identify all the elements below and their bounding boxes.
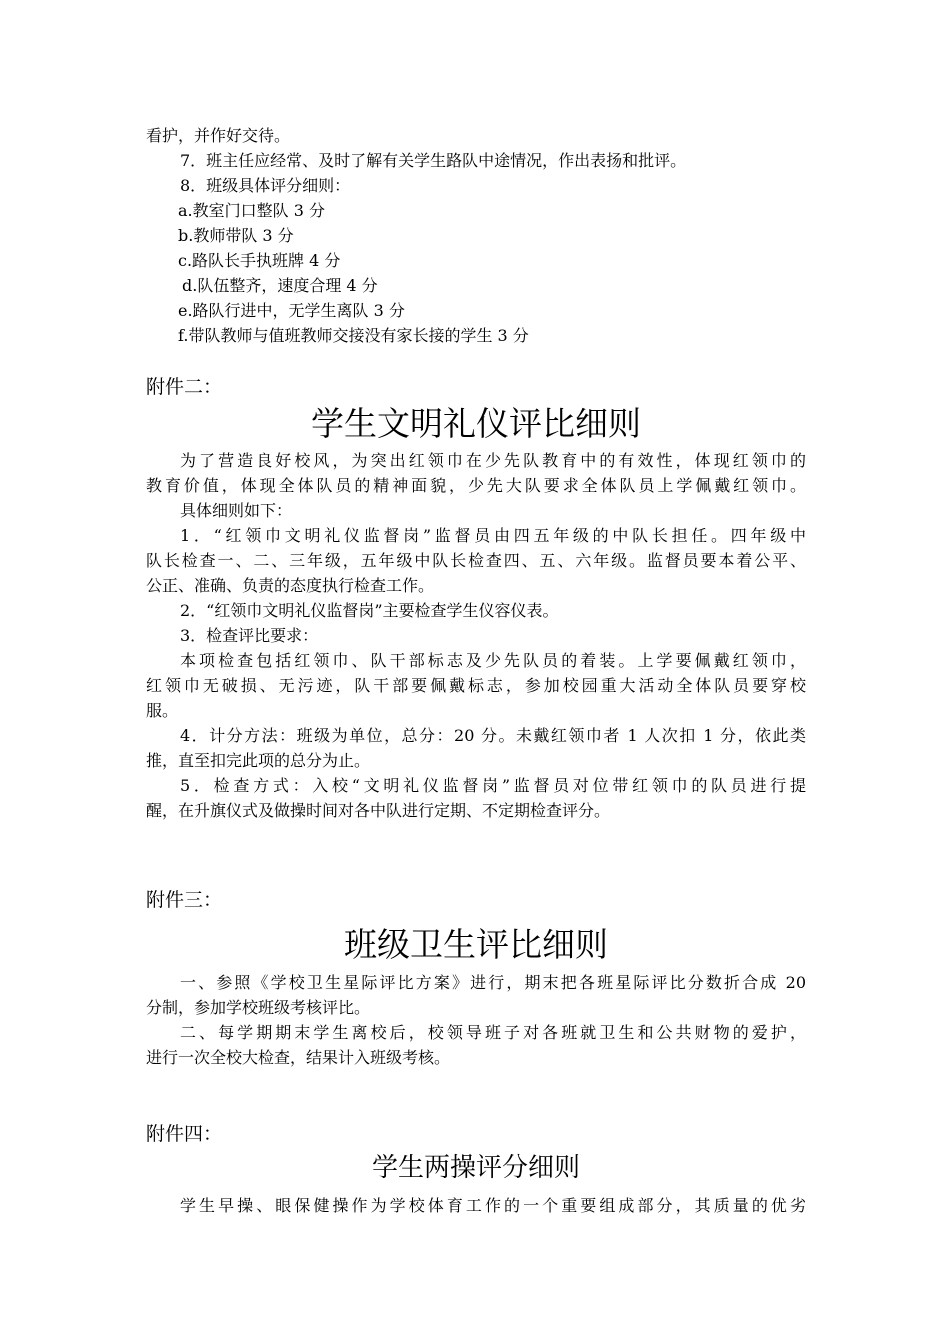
attachment-3-title: 班级卫生评比细则	[344, 925, 608, 964]
text-line: 7．班主任应经常、及时了解有关学生路队中途情况，作出表扬和批评。	[180, 151, 687, 170]
paragraph-line: 1．“红领巾文明礼仪监督岗”监督员由四五年级的中队长担任。四年级中	[180, 526, 806, 545]
paragraph-line: 分制，参加学校班级考核评比。	[146, 998, 371, 1017]
paragraph-line: 5．检查方式：入校“文明礼仪监督岗”监督员对位带红领巾的队员进行提	[180, 776, 806, 795]
paragraph-line: 为了营造良好校风，为突出红领巾在少先队教育中的有效性，体现红领巾的	[180, 451, 806, 470]
paragraph-line: 红领巾无破损、无污迹，队干部要佩戴标志，参加校园重大活动全体队员要穿校	[146, 676, 806, 695]
paragraph-line: 醒，在升旗仪式及做操时间对各中队进行定期、不定期检查评分。	[146, 801, 611, 820]
text-line: 8．班级具体评分细则：	[180, 176, 351, 195]
score-item: a.教室门口整队 3 分	[178, 201, 325, 220]
text-line: 看护，并作好交待。	[146, 126, 291, 145]
attachment-4-title: 学生两操评分细则	[371, 1153, 580, 1183]
attachment-2-heading: 附件二：	[146, 376, 223, 398]
paragraph-line: 公正、准确、负责的态度执行检查工作。	[146, 576, 435, 595]
paragraph-line: 服。	[146, 701, 179, 720]
paragraph-line: 二、每学期期末学生离校后，校领导班子对各班就卫生和公共财物的爱护，	[180, 1023, 806, 1042]
paragraph-line: 学生早操、眼保健操作为学校体育工作的一个重要组成部分，其质量的优劣	[180, 1196, 806, 1215]
score-item: c.路队长手执班牌 4 分	[178, 251, 341, 270]
paragraph-line: 队长检查一、二、三年级，五年级中队长检查四、五、六年级。监督员要本着公平、	[146, 551, 806, 570]
paragraph-line: 进行一次全校大检查，结果计入班级考核。	[146, 1048, 451, 1067]
score-item: d.队伍整齐，速度合理 4 分	[182, 276, 378, 295]
paragraph-line: 一、参照《学校卫生星际评比方案》进行，期末把各班星际评比分数折合成 20	[180, 973, 806, 992]
attachment-3-heading: 附件三：	[146, 889, 223, 911]
attachment-2-title: 学生文明礼仪评比细则	[311, 404, 641, 443]
paragraph-line: 3．检查评比要求：	[180, 626, 319, 645]
paragraph-line: 具体细则如下：	[180, 501, 293, 520]
paragraph-line: 本项检查包括红领巾、队干部标志及少先队员的着装。上学要佩戴红领巾，	[180, 651, 806, 670]
paragraph-line: 推，直至扣完此项的总分为止。	[146, 751, 371, 770]
score-item: b.教师带队 3 分	[178, 226, 294, 245]
attachment-4-heading: 附件四：	[146, 1123, 223, 1145]
score-item: f.带队教师与值班教师交接没有家长接的学生 3 分	[178, 326, 529, 345]
paragraph-line: 教育价值，体现全体队员的精神面貌，少先大队要求全体队员上学佩戴红领巾。	[146, 476, 806, 495]
score-item: e.路队行进中，无学生离队 3 分	[178, 301, 405, 320]
paragraph-line: 4．计分方法：班级为单位，总分：20 分。未戴红领巾者 1 人次扣 1 分，依此类	[180, 726, 806, 745]
paragraph-line: 2．“红领巾文明礼仪监督岗”主要检查学生仪容仪表。	[180, 601, 559, 620]
